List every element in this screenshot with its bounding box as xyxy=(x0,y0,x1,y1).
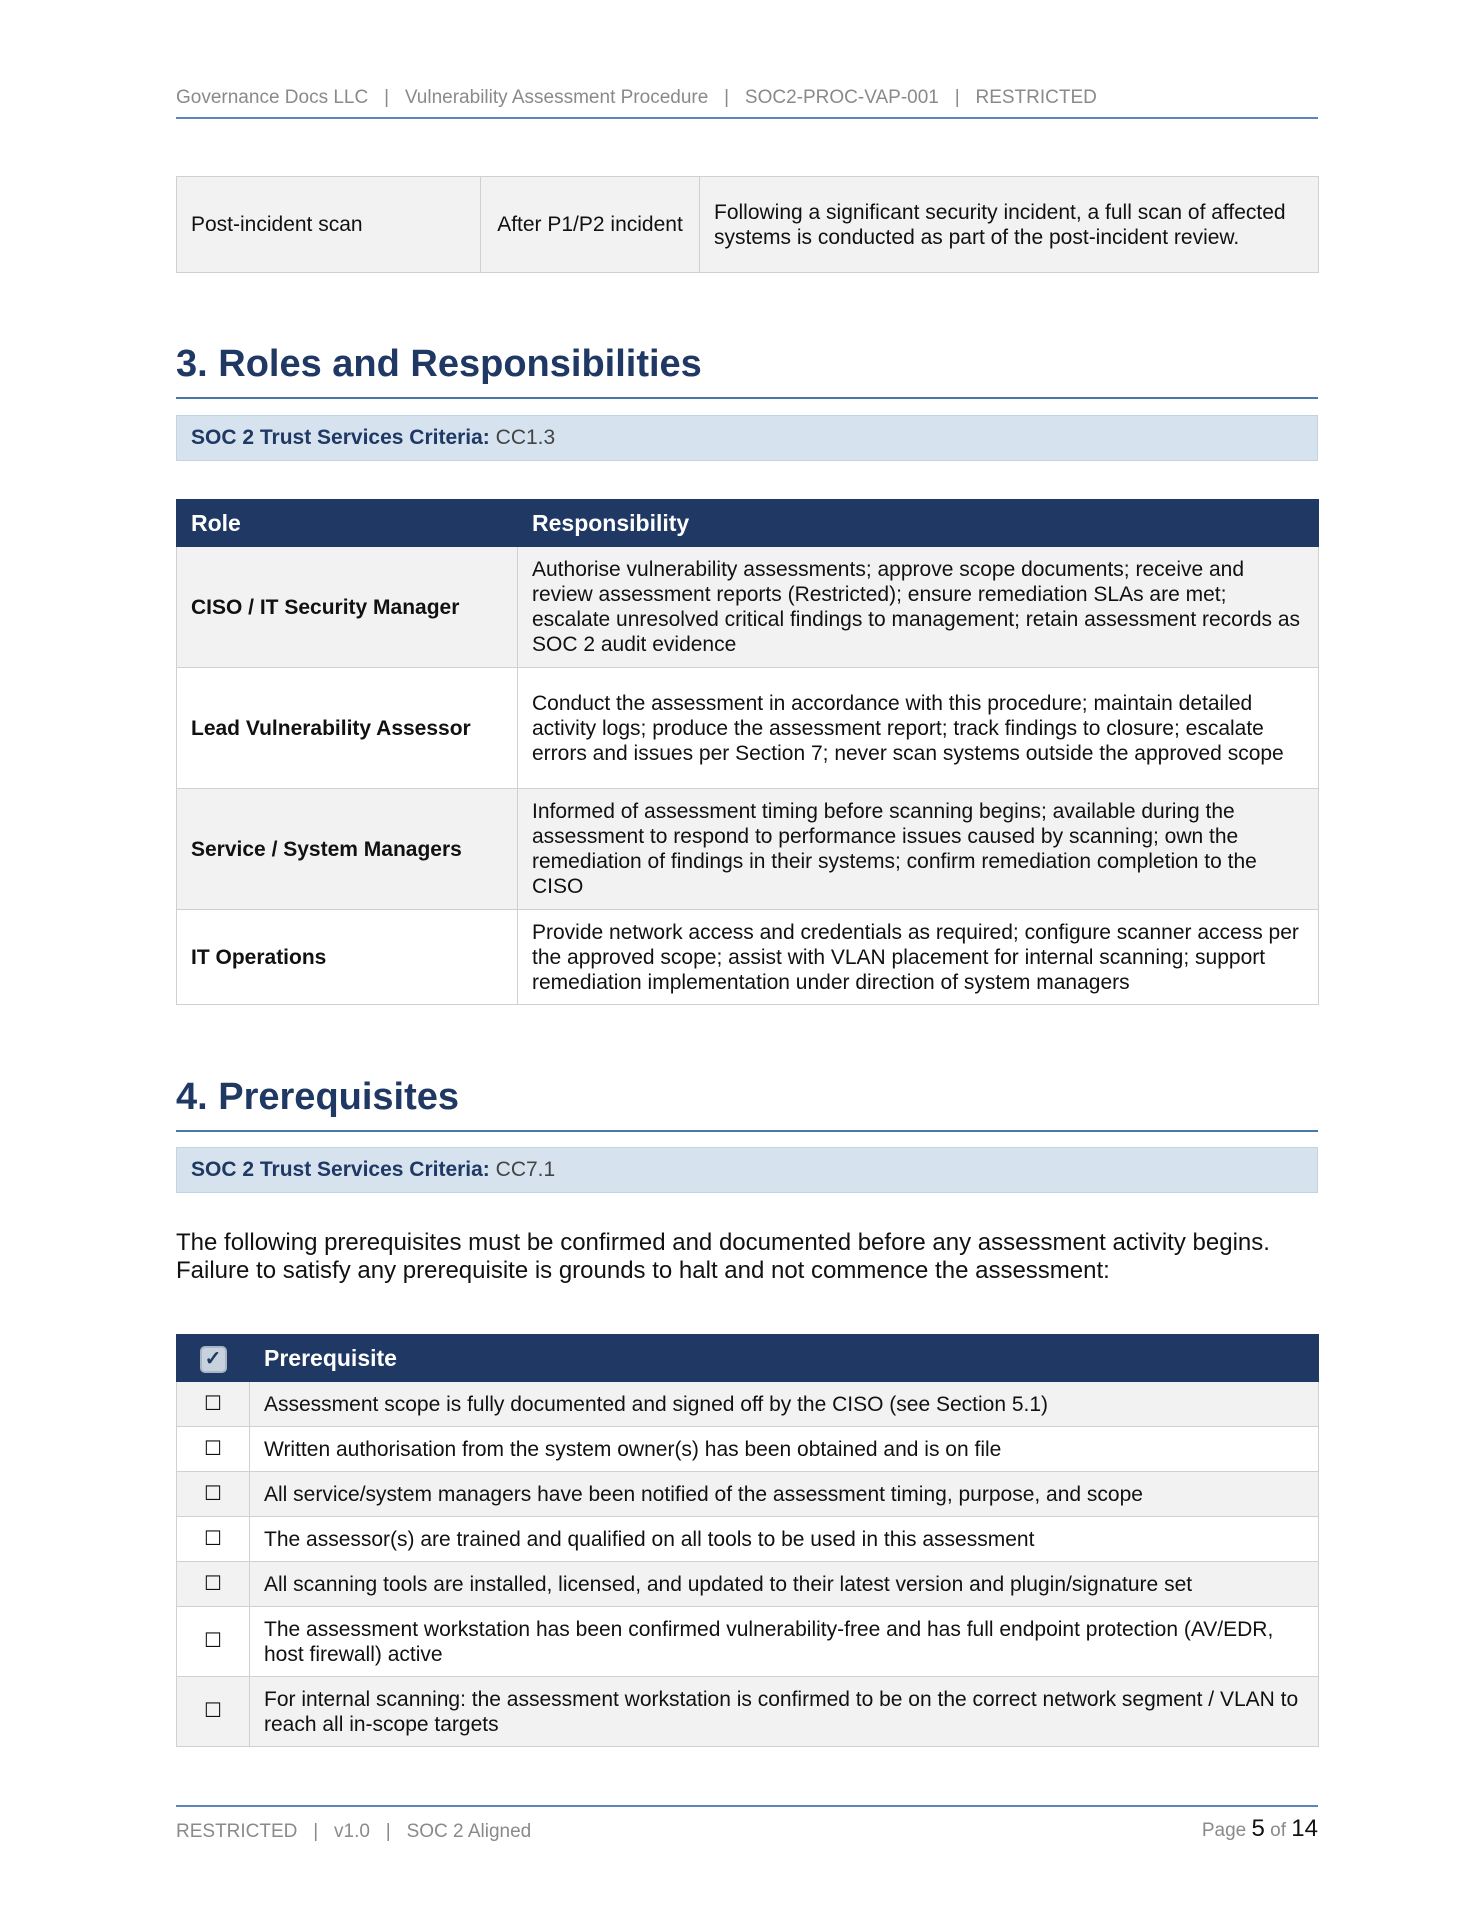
section-rule xyxy=(176,1130,1318,1132)
section-3-heading: 3. Roles and Responsibilities xyxy=(176,343,702,385)
prerequisite-cell: The assessor(s) are trained and qualified on all tools to be used in this assessment xyxy=(250,1517,1319,1562)
criteria-label: SOC 2 Trust Services Criteria: xyxy=(191,426,490,449)
footer-alignment: SOC 2 Aligned xyxy=(406,1821,532,1842)
checkbox-icon[interactable]: ☐ xyxy=(177,1607,250,1677)
footer-rule xyxy=(176,1805,1318,1807)
footer-meta xyxy=(176,1821,531,1843)
section-4-heading: 4. Prerequisites xyxy=(176,1076,460,1118)
activity-cell: Post-incident scan xyxy=(177,177,481,273)
responsibility-cell: Informed of assessment timing before scanning begins; available during the assessment to respond to performance issues caused by scanning; own the remediation of findings in their systems; confirm remediation completion to the CISO xyxy=(518,789,1319,910)
frequency-cell: After P1/P2 incident xyxy=(481,177,700,273)
footer-classification: RESTRICTED xyxy=(176,1821,298,1842)
prerequisites-table xyxy=(176,1334,1319,1747)
criteria-callout xyxy=(176,415,1318,461)
page-current: 5 xyxy=(1251,1815,1265,1842)
table-row xyxy=(177,1677,1319,1747)
checkbox-icon[interactable]: ☐ xyxy=(177,1382,250,1427)
table-row xyxy=(177,177,1319,273)
table-row xyxy=(177,910,1319,1005)
roles-table xyxy=(176,499,1319,1005)
table-row xyxy=(177,1427,1319,1472)
responsibility-cell: Authorise vulnerability assessments; approve scope documents; receive and review assessment reports (Restricted); ensure remediation SLAs are met; escalate unresolved critical findings to management; retain assessment records as SOC 2 audit evidence xyxy=(518,547,1319,668)
prerequisite-cell: All scanning tools are installed, licensed, and updated to their latest version and plugin/signature set xyxy=(250,1562,1319,1607)
description-cell: Following a significant security incident, a full scan of affected systems is conducted as part of the post-incident review. xyxy=(700,177,1319,273)
table-row xyxy=(177,547,1319,668)
table-header-row xyxy=(177,500,1319,547)
checkbox-icon[interactable]: ☐ xyxy=(177,1472,250,1517)
footer-version: v1.0 xyxy=(334,1821,370,1842)
role-cell: IT Operations xyxy=(177,910,518,1005)
criteria-label: SOC 2 Trust Services Criteria: xyxy=(191,1158,490,1181)
role-cell: Service / System Managers xyxy=(177,789,518,910)
role-cell: CISO / IT Security Manager xyxy=(177,547,518,668)
footer-separator: | xyxy=(385,1821,391,1842)
role-cell: Lead Vulnerability Assessor xyxy=(177,668,518,789)
page-number xyxy=(1202,1815,1318,1843)
prerequisite-cell: The assessment workstation has been confirmed vulnerability-free and has full endpoint protection (AV/EDR, host firewall) active xyxy=(250,1607,1319,1677)
header-rule xyxy=(176,117,1318,119)
header-separator: | xyxy=(384,87,389,108)
checkmark-icon: ✓ xyxy=(200,1346,227,1373)
table-row xyxy=(177,668,1319,789)
footer-separator: | xyxy=(313,1821,319,1842)
table-row xyxy=(177,1517,1319,1562)
column-header-role: Role xyxy=(177,500,518,547)
prerequisite-cell: Assessment scope is fully documented and signed off by the CISO (see Section 5.1) xyxy=(250,1382,1319,1427)
column-header-prerequisite: Prerequisite xyxy=(250,1335,1319,1382)
checkbox-icon[interactable]: ☐ xyxy=(177,1517,250,1562)
scan-schedule-table-continued xyxy=(176,176,1319,273)
check-column-header xyxy=(177,1335,250,1382)
column-header-responsibility: Responsibility xyxy=(518,500,1319,547)
header-separator: | xyxy=(954,87,960,108)
table-row xyxy=(177,789,1319,910)
table-row xyxy=(177,1607,1319,1677)
table-header-row xyxy=(177,1335,1319,1382)
prerequisites-intro: The following prerequisites must be confirmed and documented before any assessment activity begins. Failure to satisfy any prerequisite is grounds to halt and not commence the assessment: xyxy=(176,1229,1270,1284)
prerequisite-cell: For internal scanning: the assessment workstation is confirmed to be on the correct network segment / VLAN to reach all in-scope targets xyxy=(250,1677,1319,1747)
checkbox-icon[interactable]: ☐ xyxy=(177,1677,250,1747)
document-page xyxy=(176,0,1318,1920)
table-row xyxy=(177,1382,1319,1427)
prerequisite-cell: Written authorisation from the system owner(s) has been obtained and is on file xyxy=(250,1427,1319,1472)
criteria-callout xyxy=(176,1147,1318,1193)
header-doc-title: Vulnerability Assessment Procedure xyxy=(404,87,709,108)
table-row xyxy=(177,1562,1319,1607)
header-company: Governance Docs LLC xyxy=(176,87,369,108)
page-total: 14 xyxy=(1291,1815,1318,1842)
criteria-value: CC7.1 xyxy=(495,1158,556,1181)
criteria-value: CC1.3 xyxy=(495,426,556,449)
of-word: of xyxy=(1270,1820,1287,1841)
responsibility-cell: Provide network access and credentials as required; configure scanner access per the approved scope; assist with VLAN placement for internal scanning; support remediation implementation under direction of system managers xyxy=(518,910,1319,1005)
header-separator: | xyxy=(724,87,730,108)
checkbox-icon[interactable]: ☐ xyxy=(177,1562,250,1607)
header-doc-id: SOC2-PROC-VAP-001 xyxy=(744,87,939,108)
page-word: Page xyxy=(1201,1820,1247,1841)
checkbox-icon[interactable]: ☐ xyxy=(177,1427,250,1472)
section-rule xyxy=(176,397,1318,399)
responsibility-cell: Conduct the assessment in accordance with this procedure; maintain detailed activity logs; produce the assessment report; track findings to closure; escalate errors and issues per Section 7; never scan systems outside the approved scope xyxy=(518,668,1319,789)
prerequisite-cell: All service/system managers have been notified of the assessment timing, purpose, and scope xyxy=(250,1472,1319,1517)
table-row xyxy=(177,1472,1319,1517)
running-header xyxy=(176,87,1318,109)
header-classification: RESTRICTED xyxy=(975,87,1097,108)
